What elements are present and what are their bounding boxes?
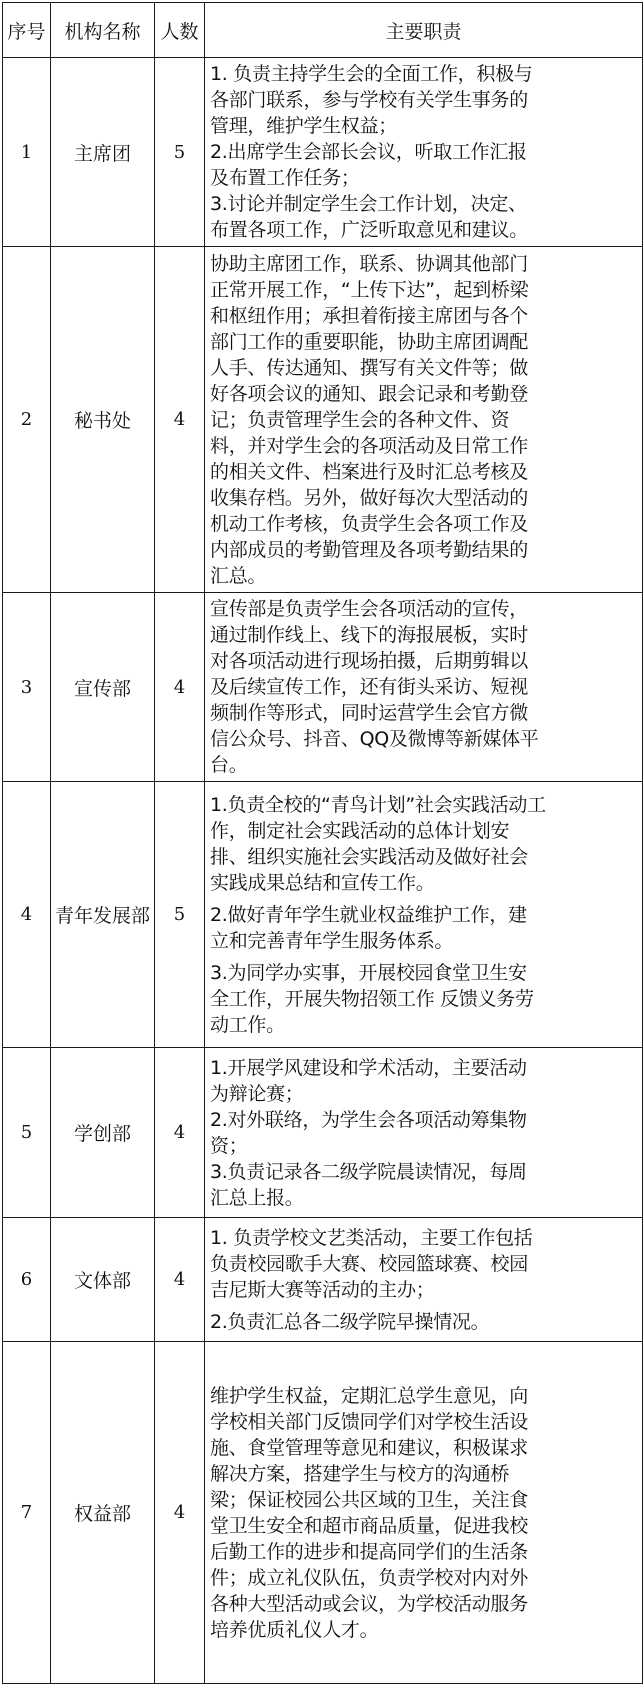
table-row [3, 1218, 643, 1342]
table-row [3, 1048, 643, 1218]
row-duty [205, 1218, 643, 1342]
row-member-count: 4 [155, 593, 205, 782]
duty-line: 布置各项工作，广泛听取意见和建议。 [210, 219, 528, 241]
duty-line: 3.讨论并制定学生会工作计划，决定、 [210, 193, 527, 215]
header-index: 序号 [3, 3, 51, 58]
duty-line: 各种大型活动或会议，为学校活动服务 [210, 1592, 528, 1615]
duty-line: 和枢纽作用；承担着衔接主席团与各个 [210, 304, 528, 327]
duty-line: 记；负责管理学生会的各种文件、资 [210, 408, 510, 431]
duty-line: 梁；保证校园公共区域的卫生，关注食 [210, 1488, 528, 1511]
duty-line: 的相关文件、档案进行及时汇总考核及 [210, 460, 528, 483]
duty-line: 3.负责记录各二级学院晨读情况，每周 [210, 1160, 527, 1183]
duty-line: 正常开展工作，“上传下达”，起到桥梁 [210, 278, 529, 301]
duty-line: 维护学生权益，定期汇总学生意见，向 [210, 1384, 528, 1407]
duty-line: 排、组织实施社会实践活动及做好社会 [210, 845, 528, 868]
row-org-name: 文体部 [51, 1218, 155, 1342]
row-index: 3 [3, 593, 51, 782]
duty-line: 1. 负责学校文艺类活动，主要工作包括 [210, 1226, 533, 1249]
duty-line: 施、食堂管理等意见和建议，积极谋求 [210, 1436, 528, 1459]
row-index: 1 [3, 58, 51, 247]
student-union-duty-table [2, 2, 643, 1684]
duty-line: 汇总。 [210, 564, 267, 587]
duty-line: 宣传部是负责学生会各项活动的宣传， [210, 598, 528, 620]
duty-line: 作，制定社会实践活动的总体计划安 [210, 819, 510, 842]
duty-line: 对各项活动进行现场拍摄，后期剪辑以 [210, 650, 528, 672]
duty-line: 负责校园歌手大赛、校园篮球赛、校园 [210, 1252, 528, 1275]
duty-line: 机动工作考核，负责学生会各项工作及 [210, 512, 528, 535]
row-member-count: 5 [155, 58, 205, 247]
duty-line: 通过制作线上、线下的海报展板，实时 [210, 624, 528, 646]
row-org-name: 秘书处 [51, 247, 155, 593]
duty-line: 全工作，开展失物招领工作 反馈义务劳 [210, 987, 534, 1010]
duty-line: 后勤工作的进步和提高同学们的生活条 [210, 1540, 528, 1563]
row-org-name: 学创部 [51, 1048, 155, 1218]
row-duty [205, 1048, 643, 1218]
duty-line: 台。 [210, 754, 248, 776]
duty-line: 及后续宣传工作，还有街头采访、短视 [210, 676, 528, 698]
header-org-name: 机构名称 [51, 3, 155, 58]
duty-line: 堂卫生安全和超市商品质量，促进我校 [210, 1514, 528, 1537]
row-member-count: 4 [155, 1048, 205, 1218]
row-duty [205, 782, 643, 1048]
duty-line: 学校相关部门反馈同学们对学校生活设 [210, 1410, 528, 1433]
duty-line: 2.出席学生会部长会议，听取工作汇报 [210, 141, 527, 163]
row-duty [205, 593, 643, 782]
duty-line: 信公众号、抖音、QQ及微博等新媒体平 [210, 728, 539, 750]
duty-line: 件；成立礼仪队伍，负责学校对内对外 [210, 1566, 528, 1589]
duty-line: 资； [210, 1134, 248, 1157]
row-org-name: 权益部 [51, 1342, 155, 1684]
table-body [3, 58, 643, 1684]
duty-line: 吉尼斯大赛等活动的主办； [210, 1278, 435, 1301]
duty-line: 2.对外联络，为学生会各项活动筹集物 [210, 1108, 527, 1131]
duty-line: 1.负责全校的“青鸟计划”社会实践活动工 [210, 793, 546, 816]
duty-line: 汇总上报。 [210, 1186, 304, 1209]
row-duty [205, 58, 643, 247]
duty-line: 部门工作的重要职能，协助主席团调配 [210, 330, 528, 353]
duty-line: 内部成员的考勤管理及各项考勤结果的 [210, 538, 528, 561]
duty-line: 1. 负责主持学生会的全面工作，积极与 [210, 63, 533, 85]
row-member-count: 4 [155, 1342, 205, 1684]
duty-line: 料，并对学生会的各项活动及日常工作 [210, 434, 528, 457]
table-row [3, 782, 643, 1048]
duty-line: 频制作等形式，同时运营学生会官方微 [210, 702, 528, 724]
duty-line: 各部门联系，参与学校有关学生事务的 [210, 89, 528, 111]
row-duty [205, 1342, 643, 1684]
header-member-count: 人数 [155, 3, 205, 58]
duty-line: 3.为同学办实事，开展校园食堂卫生安 [210, 961, 527, 984]
duty-line: 2.负责汇总各二级学院早操情况。 [210, 1310, 490, 1333]
header-row [3, 3, 643, 58]
row-member-count: 4 [155, 1218, 205, 1342]
duty-line: 动工作。 [210, 1013, 285, 1036]
row-duty [205, 247, 643, 593]
duty-line: 及布置工作任务； [210, 167, 360, 189]
duty-line: 为辩论赛； [210, 1082, 304, 1105]
row-org-name: 青年发展部 [51, 782, 155, 1048]
table-row [3, 247, 643, 593]
duty-line: 2.做好青年学生就业权益维护工作，建 [210, 903, 527, 926]
row-index: 5 [3, 1048, 51, 1218]
row-org-name: 主席团 [51, 58, 155, 247]
row-index: 2 [3, 247, 51, 593]
duty-line: 解决方案，搭建学生与校方的沟通桥 [210, 1462, 510, 1485]
row-org-name: 宣传部 [51, 593, 155, 782]
header-main-duty: 主要职责 [205, 3, 643, 58]
row-member-count: 4 [155, 247, 205, 593]
duty-line: 实践成果总结和宣传工作。 [210, 871, 435, 894]
row-index: 4 [3, 782, 51, 1048]
table-row [3, 593, 643, 782]
table-row [3, 1342, 643, 1684]
duty-line: 收集存档。另外，做好每次大型活动的 [210, 486, 528, 509]
duty-line: 好各项会议的通知、跟会记录和考勤登 [210, 382, 528, 405]
duty-line: 管理，维护学生权益； [210, 115, 398, 137]
duty-line: 协助主席团工作，联系、协调其他部门 [210, 252, 528, 275]
row-index: 7 [3, 1342, 51, 1684]
duty-line: 立和完善青年学生服务体系。 [210, 929, 454, 952]
table-row [3, 58, 643, 247]
duty-line: 1.开展学风建设和学术活动，主要活动 [210, 1056, 527, 1079]
row-index: 6 [3, 1218, 51, 1342]
duty-line: 培养优质礼仪人才。 [210, 1618, 379, 1641]
row-member-count: 5 [155, 782, 205, 1048]
duty-line: 人手、传达通知、撰写有关文件等；做 [210, 356, 528, 379]
